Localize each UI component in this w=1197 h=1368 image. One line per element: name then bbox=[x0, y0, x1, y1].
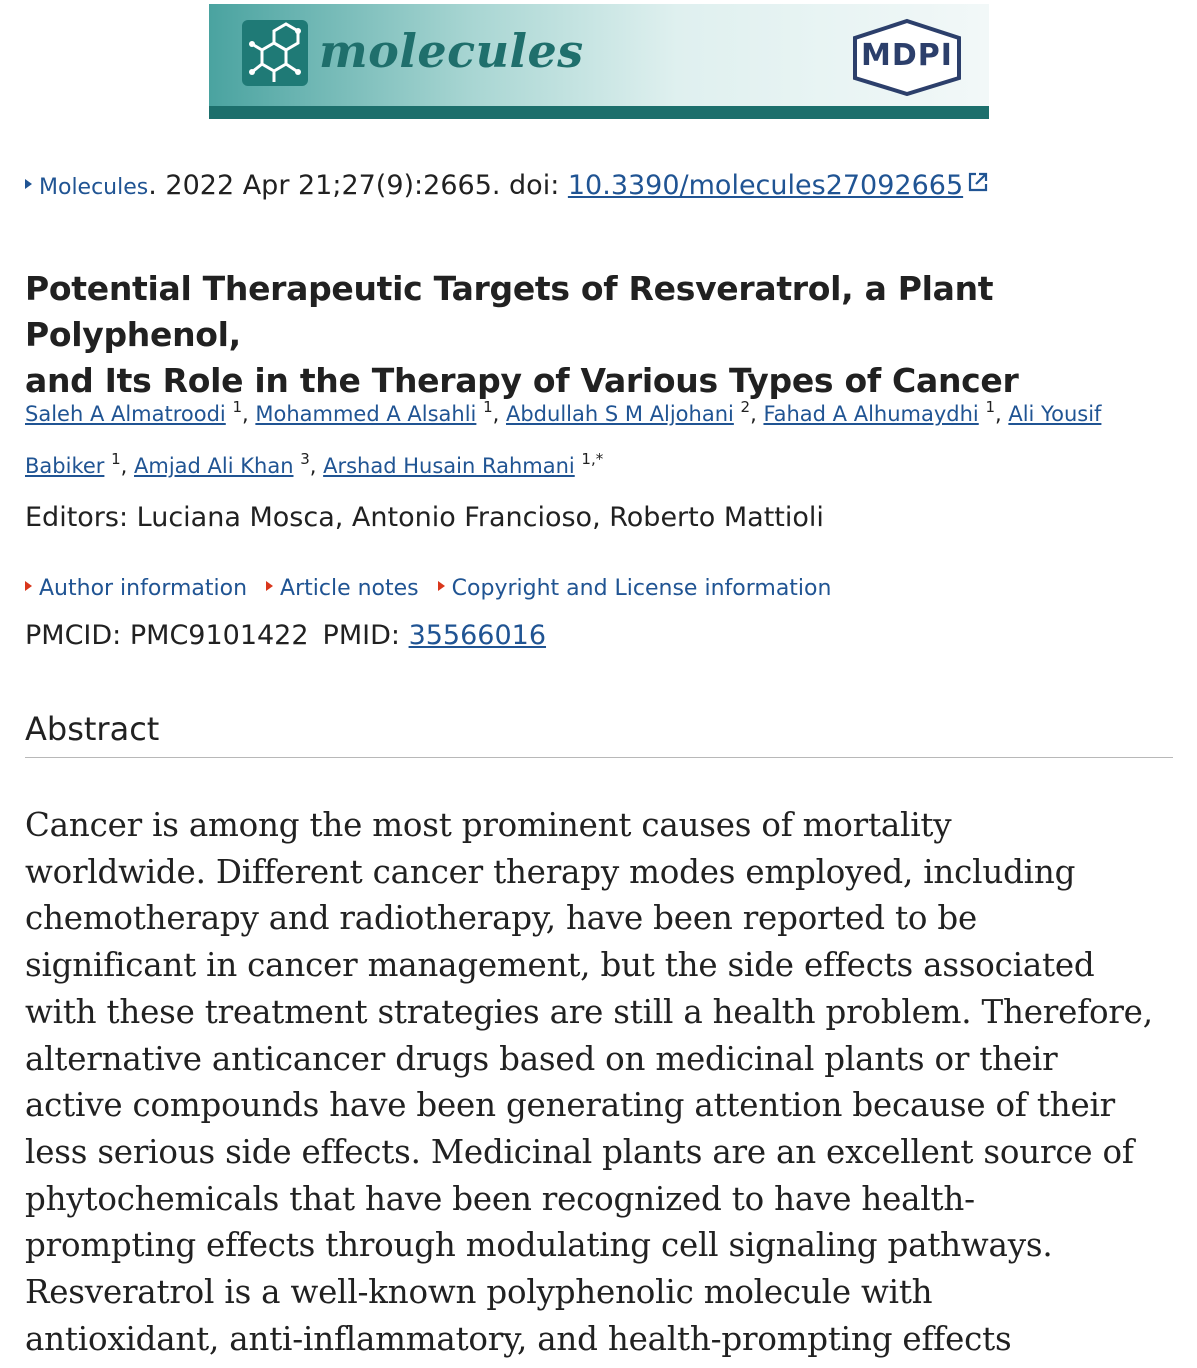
article-title bbox=[25, 266, 1185, 404]
author-link[interactable]: Arshad Husain Rahmani bbox=[323, 454, 575, 478]
journal-banner[interactable] bbox=[209, 4, 989, 119]
author-link[interactable]: Fahad A Alhumaydhi bbox=[763, 402, 979, 426]
triangle-right-icon bbox=[266, 581, 273, 591]
citation-line bbox=[25, 170, 989, 202]
journal-name: molecules bbox=[319, 24, 584, 78]
author-link[interactable]: Mohammed A Alsahli bbox=[255, 402, 477, 426]
triangle-right-icon bbox=[25, 581, 32, 591]
article-notes-toggle[interactable] bbox=[266, 576, 419, 601]
author-information-toggle[interactable] bbox=[25, 576, 247, 601]
affiliation-marker: 2 bbox=[740, 398, 751, 416]
abstract-line: Resveratrol is a well-known polyphenolic molecule with bbox=[25, 1273, 933, 1312]
mdpi-logo bbox=[849, 18, 965, 96]
affiliation-marker: 1 bbox=[111, 450, 121, 468]
copyright-license-label: Copyright and License information bbox=[451, 576, 832, 601]
abstract-line: significant in cancer management, but the side effects associated bbox=[25, 946, 1095, 985]
copyright-license-toggle[interactable] bbox=[438, 576, 832, 601]
citation-details: . 2022 Apr 21;27(9):2665. doi: bbox=[148, 170, 568, 201]
article-info-links bbox=[25, 576, 843, 601]
author-link[interactable]: Babiker bbox=[25, 454, 105, 478]
abstract-line: Cancer is among the most prominent causes of mortality bbox=[25, 806, 952, 844]
abstract-line: antioxidant, anti-inflammatory, and health-prompting effects bbox=[25, 1319, 1012, 1358]
section-divider bbox=[25, 757, 1173, 758]
triangle-right-icon bbox=[438, 581, 445, 591]
author-information-label: Author information bbox=[39, 576, 248, 601]
mdpi-logo-text: MDPI bbox=[861, 38, 953, 73]
abstract-line: worldwide. Different cancer therapy modes employed, including bbox=[25, 852, 1076, 891]
article-title-line-2: and Its Role in the Therapy of Various Types of Cancer bbox=[25, 361, 1019, 400]
external-link-icon[interactable] bbox=[967, 169, 989, 200]
abstract-heading: Abstract bbox=[25, 710, 160, 748]
pmid-label: PMID: bbox=[322, 620, 400, 651]
affiliation-marker: 1 bbox=[232, 398, 243, 416]
author-link[interactable]: Amjad Ali Khan bbox=[134, 454, 294, 478]
abstract-line: chemotherapy and radiotherapy, have been reported to be bbox=[25, 899, 978, 938]
banner-bar bbox=[209, 106, 989, 119]
article-ids bbox=[25, 620, 546, 651]
article-notes-label: Article notes bbox=[280, 576, 419, 601]
journal-link[interactable]: Molecules bbox=[39, 175, 149, 200]
triangle-right-icon[interactable] bbox=[25, 179, 32, 189]
abstract-line: less serious side effects. Medicinal plants are an excellent source of bbox=[25, 1132, 1134, 1171]
abstract-line: with these treatment strategies are still a health problem. Therefore, bbox=[25, 992, 1153, 1031]
abstract-text bbox=[25, 802, 1185, 1362]
abstract-line: phytochemicals that have been recognized to have health- bbox=[25, 1179, 975, 1218]
editors-line: Editors: Luciana Mosca, Antonio Francioso, Roberto Mattioli bbox=[25, 502, 824, 533]
abstract-line: prompting effects through modulating cell signaling pathways. bbox=[25, 1226, 1053, 1265]
abstract-line: alternative anticancer drugs based on medicinal plants or their bbox=[25, 1039, 1058, 1078]
molecule-structure-icon bbox=[242, 20, 308, 86]
affiliation-marker: 3 bbox=[300, 450, 310, 468]
author-list: Saleh A Almatroodi $^1$, Mohammed A Alsahli $^1$, Abdullah S M Aljohani $^2$, Fahad A Alhumaydhi $^1$, Ali Yousif Babiker $^1$, Amjad Ali Khan $^3$, Arshad Husain Rahmani $^{1,*}$ bbox=[25, 398, 1102, 478]
affiliation-marker: 1 bbox=[483, 398, 493, 416]
author-link[interactable]: Saleh A Almatroodi bbox=[25, 402, 226, 426]
pmid-link[interactable]: 35566016 bbox=[408, 620, 547, 651]
affiliation-marker: 1 bbox=[985, 398, 995, 416]
pmcid: PMCID: PMC9101422 bbox=[25, 620, 309, 651]
doi-link[interactable]: 10.3390/molecules27092665 bbox=[567, 170, 964, 201]
abstract-line: active compounds have been generating attention because of their bbox=[25, 1086, 1116, 1125]
article-title-line-1: Potential Therapeutic Targets of Resveratrol, a Plant Polyphenol, bbox=[25, 269, 994, 354]
affiliation-marker: 1,* bbox=[581, 450, 604, 468]
author-link[interactable]: Abdullah S M Aljohani bbox=[505, 402, 734, 426]
author-link[interactable]: Ali Yousif bbox=[1008, 402, 1102, 426]
